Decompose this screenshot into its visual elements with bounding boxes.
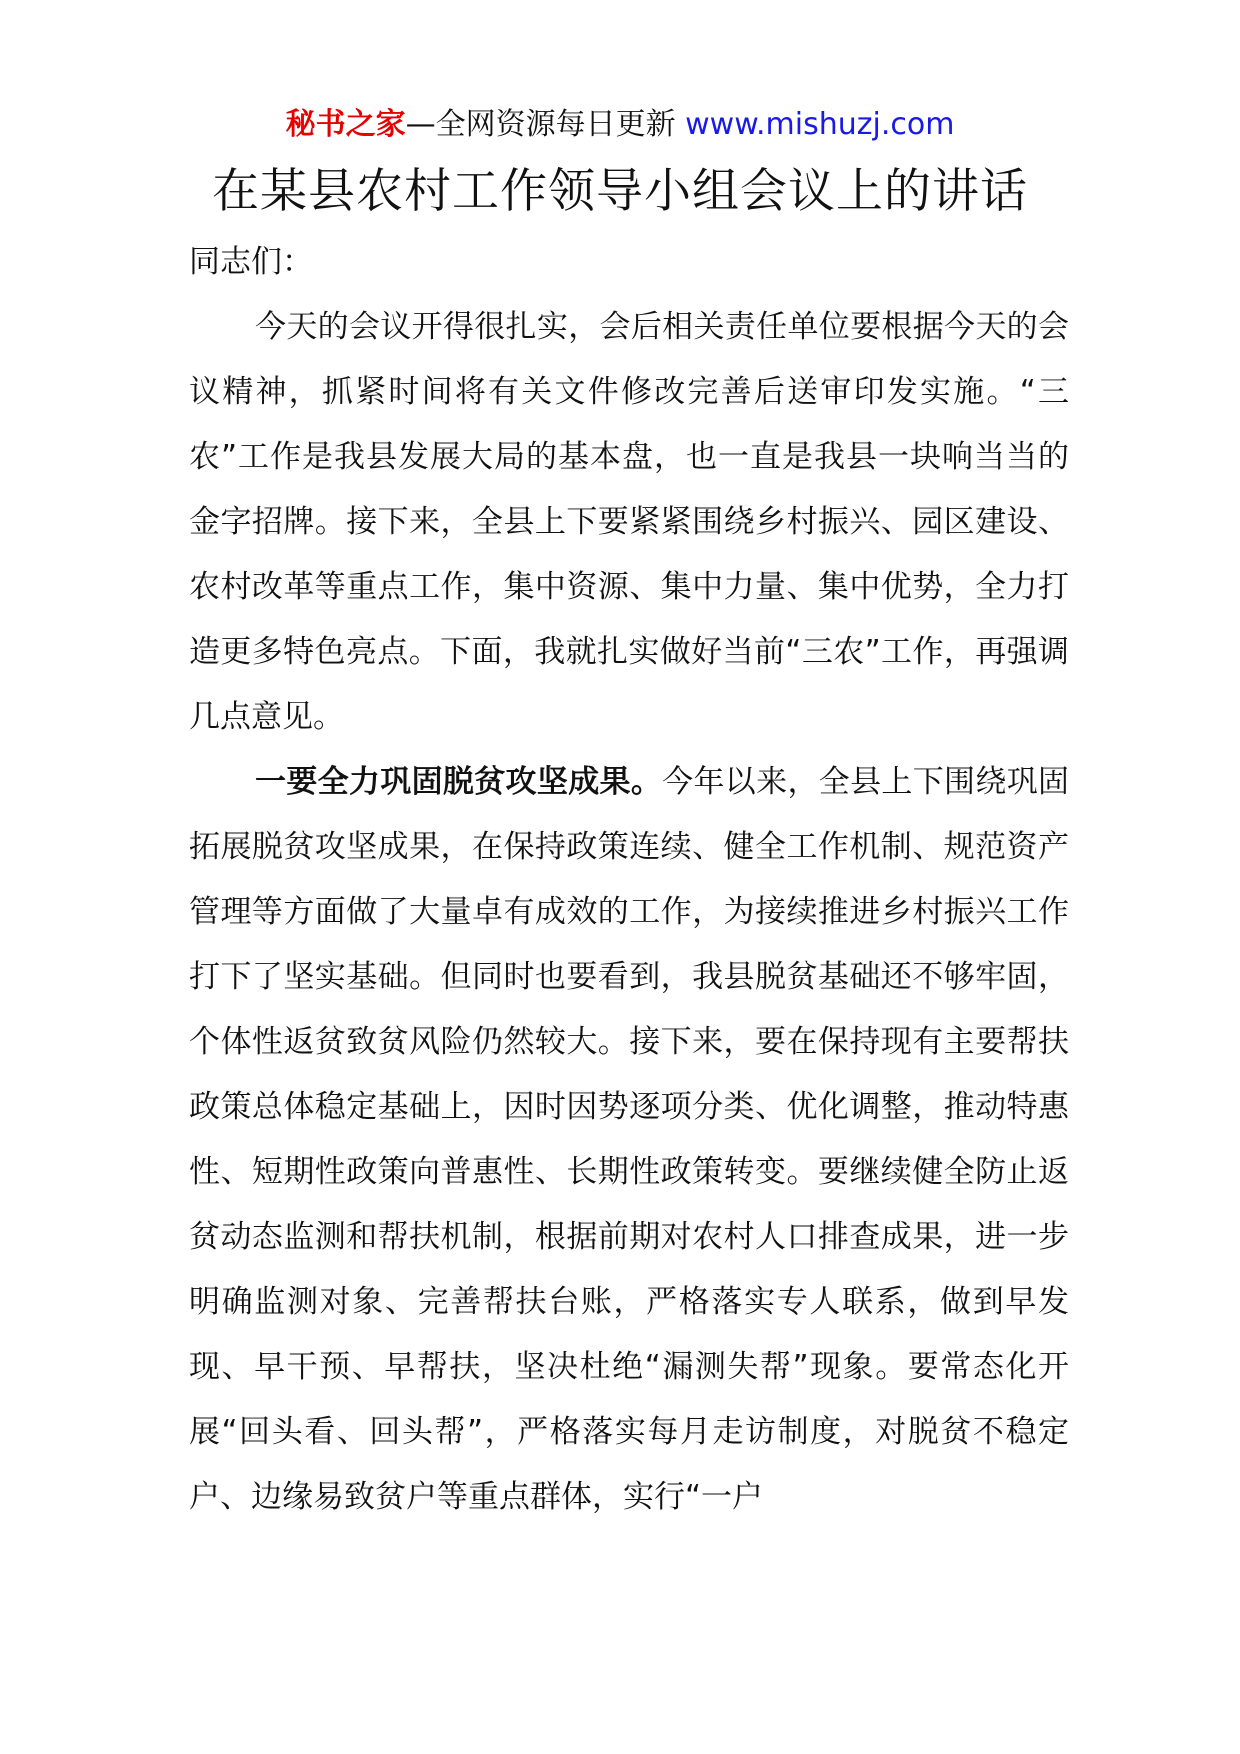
- site-header: [0, 103, 1240, 147]
- site-slogan: —全网资源每日更新: [405, 107, 676, 142]
- paragraph-1-text: 今天的会议开得很扎实，会后相关责任单位要根据今天的会议精神，抓紧时间将有关文件修改完善后送审印发实施。“三农”工作是我县发展大局的基本盘，也一直是我县一块响当当的金字招牌。接下来，全县上下要紧紧围绕乡村振兴、园区建设、农村改革等重点工作，集中资源、集中力量、集中优势，全力打造更多特色亮点。下面，我就扎实做好当前“三农”工作，再强调几点意见。: [189, 309, 1069, 735]
- paragraph-2-text: 今年以来，全县上下围绕巩固拓展脱贫攻坚成果，在保持政策连续、健全工作机制、规范资产管理等方面做了大量卓有成效的工作，为接续推进乡村振兴工作打下了坚实基础。但同时也要看到，我县脱贫基础还不够牢固，个体性返贫致贫风险仍然较大。接下来，要在保持现有主要帮扶政策总体稳定基础上，因时因势逐项分类、优化调整，推动特惠性、短期性政策向普惠性、长期性政策转变。要继续健全防止返贫动态监测和帮扶机制，根据前期对农村人口排查成果，进一步明确监测对象、完善帮扶台账，严格落实专人联系，做到早发现、早干预、早帮扶，坚决杜绝“漏测失帮”现象。要常态化开展“回头看、回头帮”，严格落实每月走访制度，对脱贫不稳定户、边缘易致贫户等重点群体，实行“一户: [189, 764, 1070, 1515]
- paragraph-2-heading: 一要全力巩固脱贫攻坚成果。: [255, 764, 663, 800]
- document-body: [189, 230, 1069, 1530]
- site-brand: 秘书之家: [285, 107, 406, 142]
- paragraph-1: [189, 295, 1069, 750]
- salutation: 同志们：: [189, 244, 313, 280]
- document-title: 在某县农村工作领导小组会议上的讲话: [212, 164, 1028, 219]
- site-url-link[interactable]: www.mishuzj.com: [685, 107, 955, 142]
- paragraph-2: [189, 750, 1069, 1530]
